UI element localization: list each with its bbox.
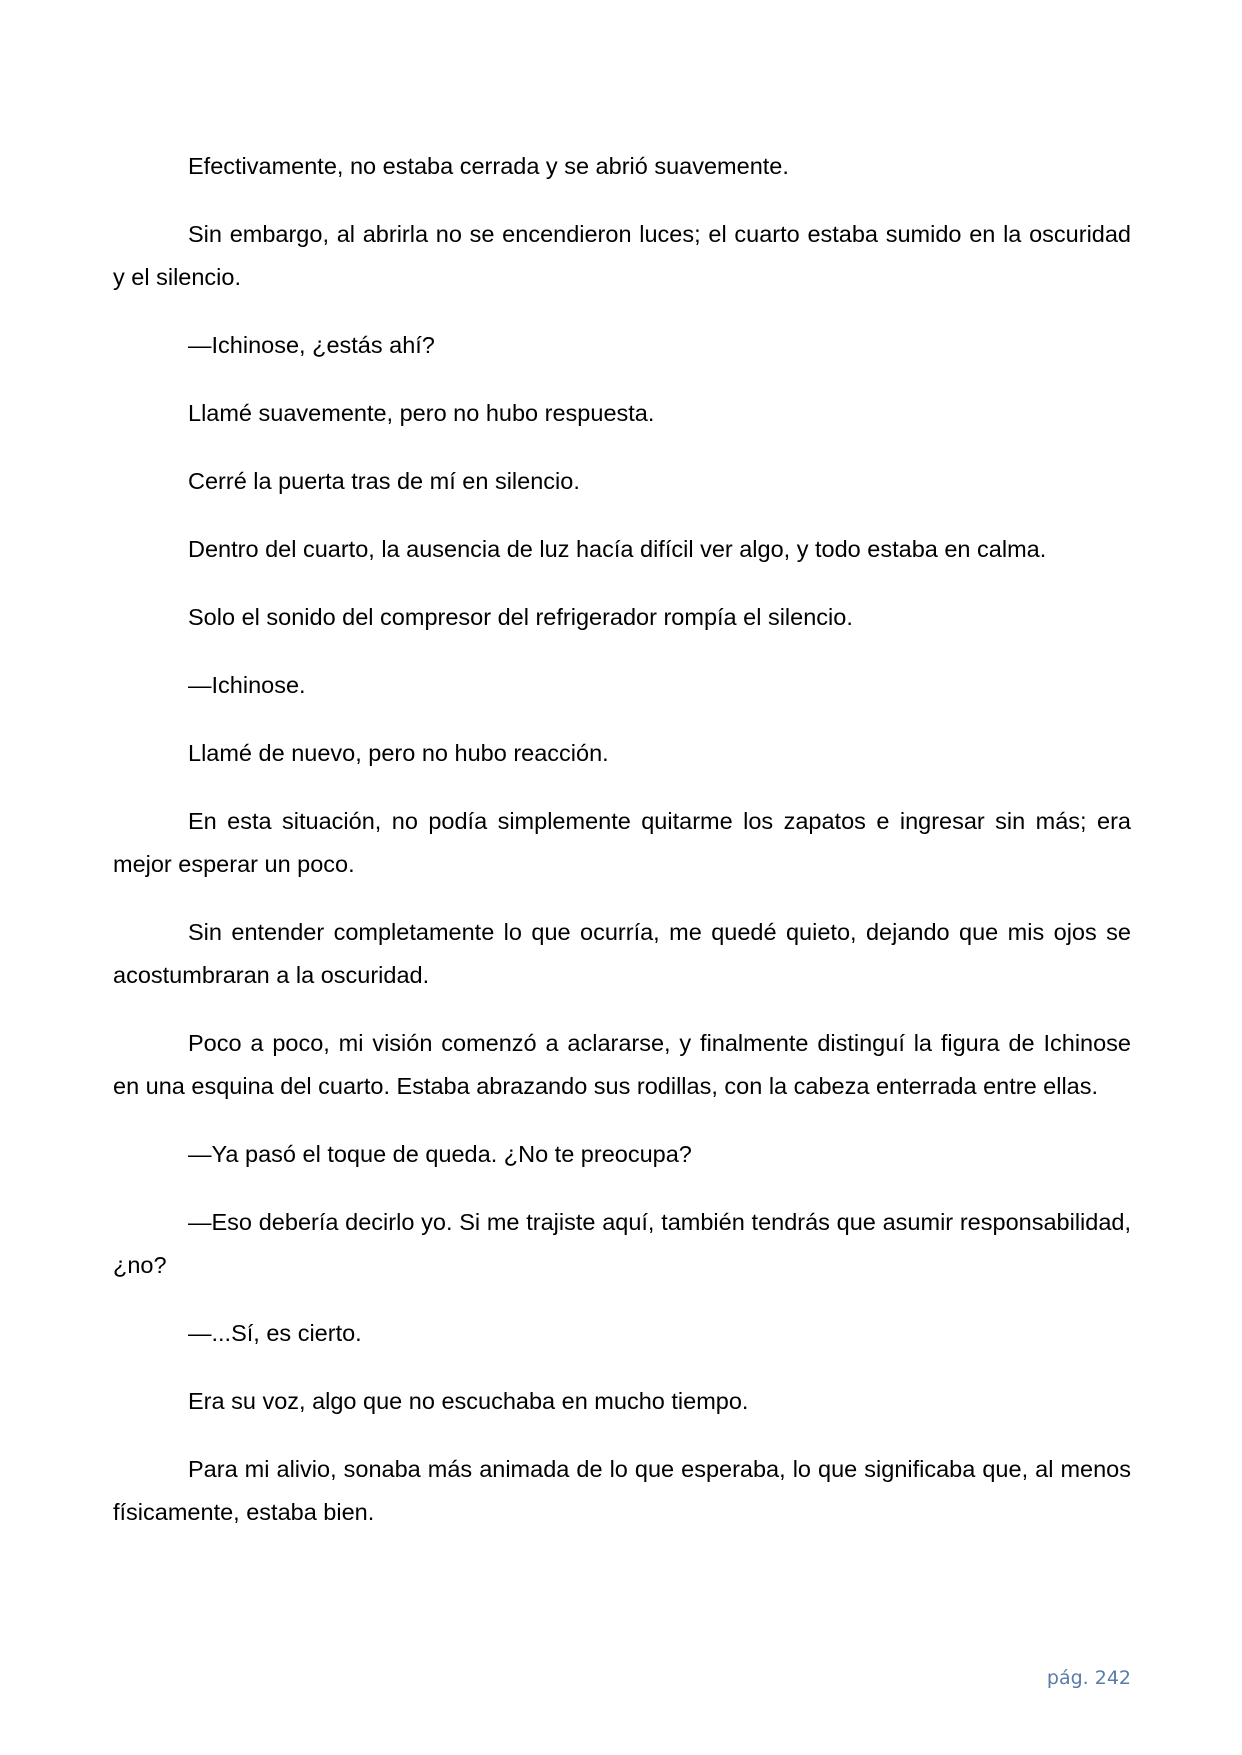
paragraph: Cerré la puerta tras de mí en silencio. (188, 468, 580, 494)
paragraph: Sin entender completamente lo que ocurría, me quedé quieto, dejando que mis ojos se acostumbraran a la oscuridad. (113, 919, 1131, 988)
paragraph: —Ichinose, ¿estás ahí? (188, 332, 435, 358)
paragraph: Era su voz, algo que no escuchaba en mucho tiempo. (188, 1388, 749, 1414)
paragraph: Sin embargo, al abrirla no se encendieron luces; el cuarto estaba sumido en la oscuridad y el silencio. (113, 221, 1131, 290)
paragraph: —Ya pasó el toque de queda. ¿No te preocupa? (188, 1141, 692, 1167)
paragraph: Llamé de nuevo, pero no hubo reacción. (188, 740, 609, 766)
paragraph: Solo el sonido del compresor del refrigerador rompía el silencio. (188, 604, 853, 630)
paragraph: Llamé suavemente, pero no hubo respuesta. (188, 400, 655, 426)
page-number: pág. 242 (1046, 1667, 1131, 1689)
paragraph: En esta situación, no podía simplemente quitarme los zapatos e ingresar sin más; era mejor esperar un poco. (113, 808, 1131, 877)
paragraph: Poco a poco, mi visión comenzó a aclararse, y finalmente distinguí la figura de Ichinose en una esquina del cuarto. Estaba abrazando sus rodillas, con la cabeza enterrada entre ellas. (113, 1030, 1131, 1099)
paragraph: Efectivamente, no estaba cerrada y se abrió suavemente. (188, 153, 789, 179)
paragraph: —Ichinose. (188, 672, 306, 698)
paragraph: Dentro del cuarto, la ausencia de luz hacía difícil ver algo, y todo estaba en calma. (188, 536, 1047, 562)
paragraph: Para mi alivio, sonaba más animada de lo que esperaba, lo que significaba que, al menos físicamente, estaba bien. (113, 1456, 1131, 1525)
paragraph: —...Sí, es cierto. (188, 1320, 362, 1346)
document-body (113, 145, 1131, 1559)
paragraph: —Eso debería decirlo yo. Si me trajiste aquí, también tendrás que asumir responsabilidad, ¿no? (113, 1209, 1131, 1278)
